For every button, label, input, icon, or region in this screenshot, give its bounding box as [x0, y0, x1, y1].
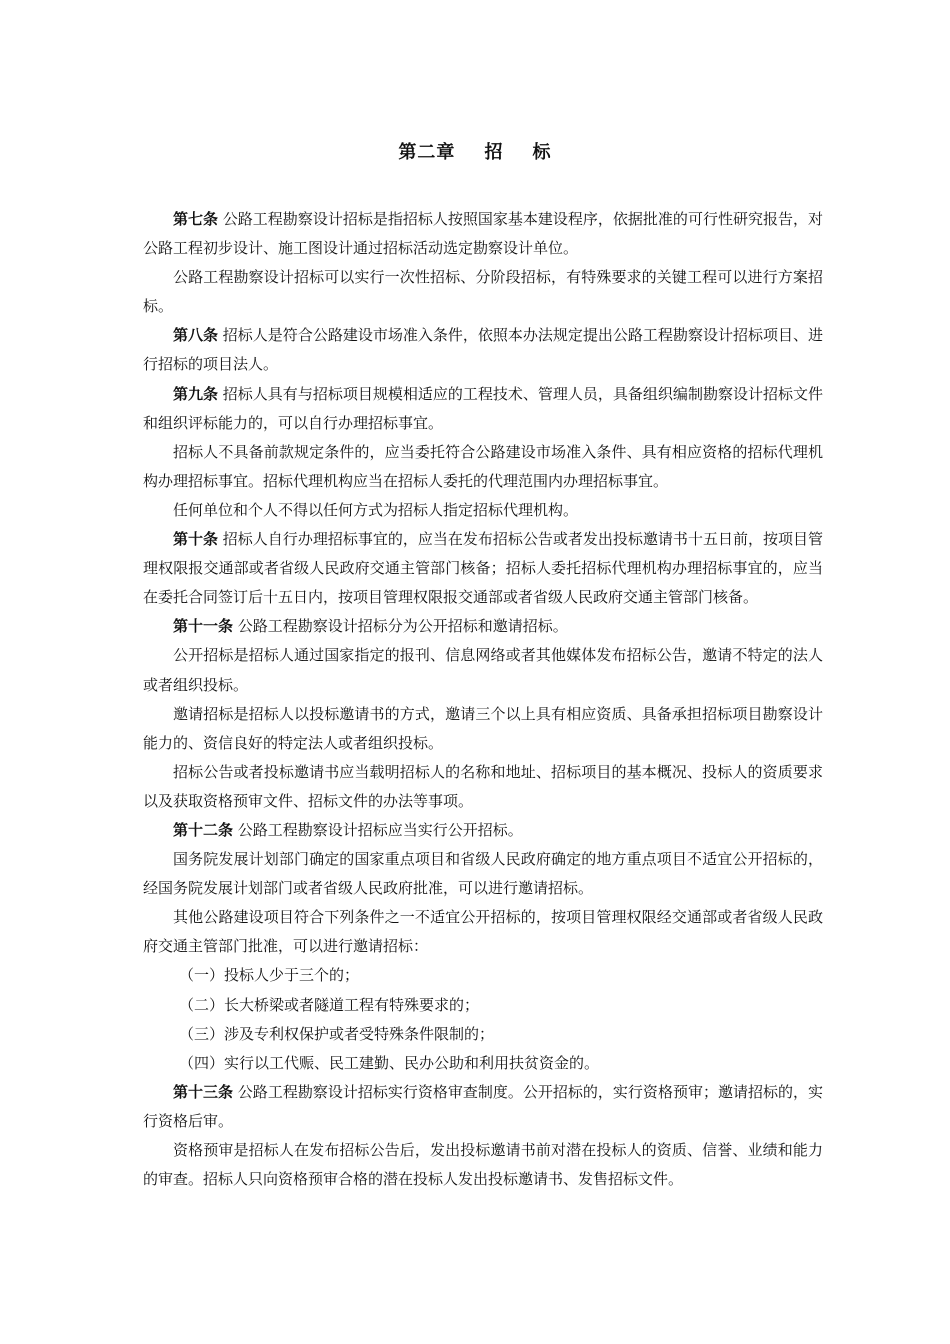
- paragraph-text: 公路工程勘察设计招标应当实行公开招标。: [233, 820, 523, 839]
- article-label: 第七条: [173, 210, 219, 228]
- paragraph: [143, 1136, 823, 1194]
- paragraph-text: 招标人不具备前款规定条件的，应当委托符合公路建设市场准入条件、具有相应资格的招标代理机构办理招标事宜。招标代理机构应当在招标人委托的代理范围内办理招标事宜。: [143, 442, 823, 490]
- paragraph: [143, 380, 823, 438]
- article-label: 第八条: [173, 326, 219, 345]
- paragraph: [143, 438, 823, 496]
- paragraph-text: 招标人自行办理招标事宜的，应当在发布招标公告或者发出投标邀请书十五日前，按项目管理权限报交通部或者省级人民政府交通主管部门核备；招标人委托招标代理机构办理招标事宜的，应当在委托合同签订后十五日内，按项目管理权限报交通部或者省级人民政府交通主管部门核备。: [143, 530, 823, 607]
- paragraph: [143, 700, 823, 758]
- paragraph: [143, 903, 823, 961]
- paragraph-text: 公路工程勘察设计招标可以实行一次性招标、分阶段招标，有特殊要求的关键工程可以进行方案招标。: [143, 268, 823, 316]
- paragraph-text: 国务院发展计划部门确定的国家重点项目和省级人民政府确定的地方重点项目不适宜公开招标的，经国务院发展计划部门或者省级人民政府批准，可以进行邀请招标。: [143, 850, 823, 898]
- article-label: 第十三条: [173, 1082, 234, 1101]
- paragraph-text: 招标人是符合公路建设市场准入条件，依照本办法规定提出公路工程勘察设计招标项目、进行招标的项目法人。: [143, 326, 823, 374]
- paragraph-text: 邀请招标是招标人以投标邀请书的方式，邀请三个以上具有相应资质、具备承担招标项目勘察设计能力的、资信良好的特定法人或者组织投标。: [143, 704, 823, 752]
- chapter-title: 第二章 招 标: [398, 142, 552, 163]
- paragraph: [143, 816, 823, 845]
- paragraph-text: （一）投标人少于三个的；: [179, 966, 360, 985]
- list-item: [143, 1049, 823, 1078]
- paragraph: [143, 205, 823, 263]
- paragraph: [143, 641, 823, 699]
- article-label: 第十二条: [173, 820, 234, 839]
- paragraph-text: 公路工程勘察设计招标分为公开招标和邀请招标。: [233, 617, 568, 636]
- article-body: [143, 205, 823, 1194]
- article-label: 第十条: [173, 530, 219, 549]
- paragraph: [143, 525, 823, 612]
- paragraph-text: 招标人具有与招标项目规模相适应的工程技术、管理人员，具备组织编制勘察设计招标文件和组织评标能力的，可以自行办理招标事宜。: [143, 384, 823, 432]
- article-label: 第九条: [173, 384, 219, 403]
- paragraph-text: 公开招标是招标人通过国家指定的报刊、信息网络或者其他媒体发布招标公告，邀请不特定的法人或者组织投标。: [143, 646, 823, 694]
- paragraph: [143, 758, 823, 816]
- paragraph-text: 招标公告或者投标邀请书应当载明招标人的名称和地址、招标项目的基本概况、投标人的资质要求以及获取资格预审文件、招标文件的办法等事项。: [143, 762, 823, 810]
- paragraph-text: （三）涉及专利权保护或者受特殊条件限制的；: [179, 1024, 495, 1043]
- paragraph: [143, 1078, 823, 1136]
- paragraph: [143, 263, 823, 321]
- list-item: [143, 991, 823, 1020]
- paragraph-text: 资格预审是招标人在发布招标公告后，发出投标邀请书前对潜在投标人的资质、信誉、业绩和能力的审查。招标人只向资格预审合格的潜在投标人发出投标邀请书、发售招标文件。: [143, 1141, 823, 1189]
- paragraph: [143, 321, 823, 379]
- paragraph: [143, 496, 823, 525]
- paragraph: [143, 612, 823, 641]
- paragraph-text: 其他公路建设项目符合下列条件之一不适宜公开招标的，按项目管理权限经交通部或者省级人民政府交通主管部门批准，可以进行邀请招标：: [143, 908, 823, 956]
- list-item: [143, 961, 823, 990]
- paragraph-text: （四）实行以工代赈、民工建勤、民办公助和利用扶贫资金的。: [179, 1053, 600, 1072]
- paragraph-text: 公路工程勘察设计招标是指招标人按照国家基本建设程序，依据批准的可行性研究报告，对公路工程初步设计、施工图设计通过招标活动选定勘察设计单位。: [143, 210, 823, 258]
- paragraph-text: 任何单位和个人不得以任何方式为招标人指定招标代理机构。: [173, 500, 579, 519]
- paragraph: [143, 845, 823, 903]
- paragraph-text: （二）长大桥梁或者隧道工程有特殊要求的；: [179, 995, 480, 1014]
- list-item: [143, 1020, 823, 1049]
- paragraph-text: 公路工程勘察设计招标实行资格审查制度。公开招标的，实行资格预审；邀请招标的，实行资格后审。: [143, 1082, 823, 1130]
- article-label: 第十一条: [173, 617, 234, 636]
